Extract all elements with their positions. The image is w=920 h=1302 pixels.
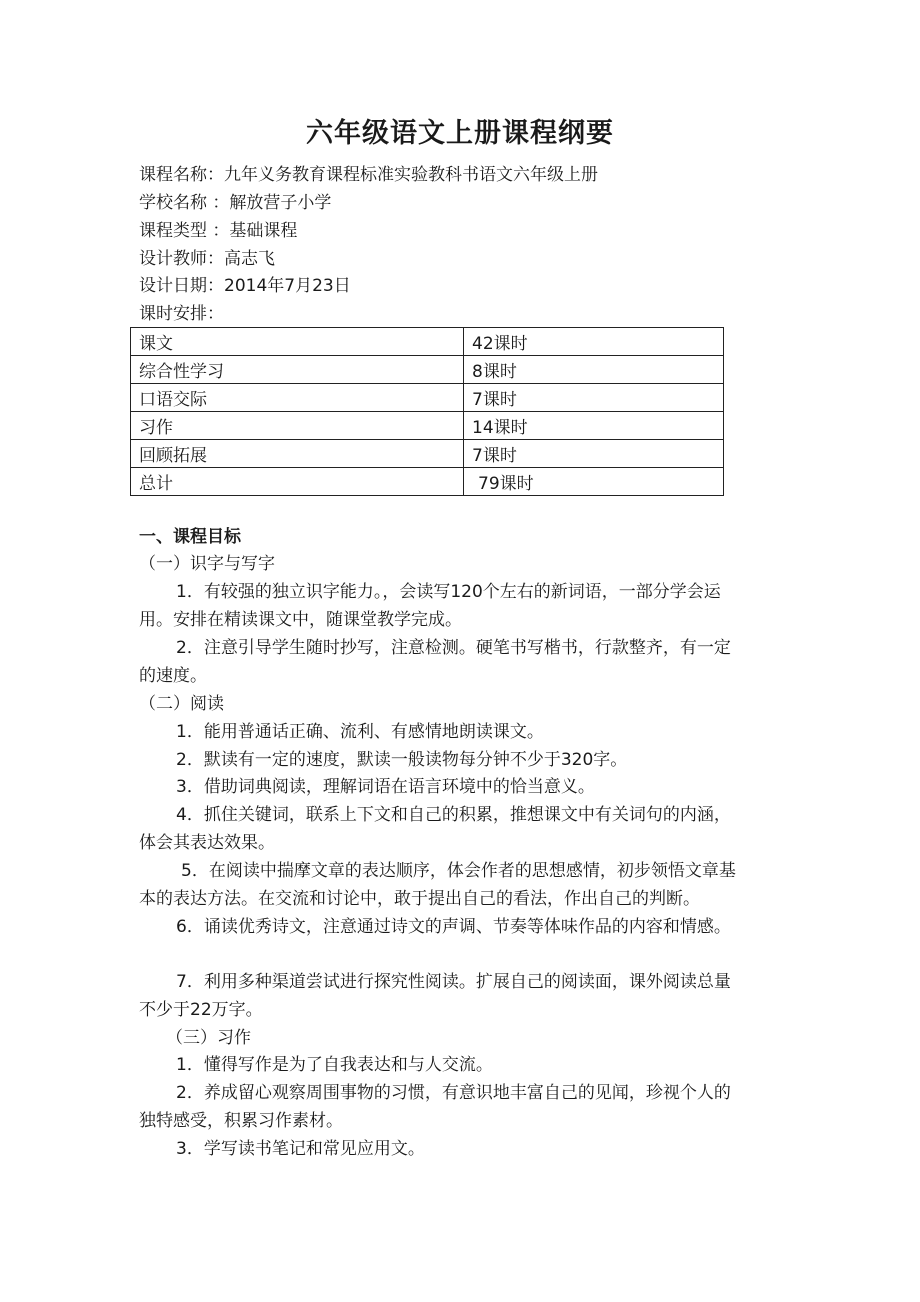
table-cell-hours: 7课时 (464, 384, 724, 412)
design-date-line: 设计日期：2014年7月23日 (139, 276, 351, 296)
reading-item-6: 6．诵读优秀诗文，注意通过诗文的声调、节奏等体味作品的内容和情感。 (176, 917, 731, 937)
reading-item-4: 4．抓住关键词，联系上下文和自己的积累，推想课文中有关词句的内涵， (176, 805, 731, 825)
reading-item-5-cont: 本的表达方法。在交流和讨论中，敢于提出自己的看法，作出自己的判断。 (139, 889, 700, 909)
table-row (131, 468, 724, 496)
writing-item-2-cont: 独特感受，积累习作素材。 (139, 1111, 343, 1131)
table-cell-hours: 8课时 (464, 356, 724, 384)
table-cell-item: 综合性学习 (131, 356, 464, 384)
literacy-item-1: 1．有较强的独立识字能力。，会读写120个左右的新词语，一部分学会运 (176, 582, 721, 602)
school-name-line: 学校名称 ：解放营子小学 (139, 193, 332, 213)
section-heading-goals: 一、课程目标 (139, 527, 241, 547)
schedule-label: 课时安排： (139, 304, 224, 324)
reading-item-7-cont: 不少于22万字。 (139, 1000, 263, 1020)
table-row (131, 412, 724, 440)
table-cell-item: 回顾拓展 (131, 440, 464, 468)
reading-item-5: 5．在阅读中揣摩文章的表达顺序，体会作者的思想感情，初步领悟文章基 (181, 861, 736, 881)
subsection-heading-writing: （三）习作 (166, 1028, 251, 1048)
subsection-heading-literacy: （一）识字与写字 (139, 554, 275, 574)
table-cell-hours: 14课时 (464, 412, 724, 440)
reading-item-1: 1．能用普通话正确、流利、有感情地朗读课文。 (176, 722, 544, 742)
table-row (131, 384, 724, 412)
reading-item-4-cont: 体会其表达效果。 (139, 833, 275, 853)
course-name-line: 课程名称：九年义务教育课程标准实验教科书语文六年级上册 (139, 165, 598, 185)
table-cell-item: 习作 (131, 412, 464, 440)
writing-item-3: 3．学写读书笔记和常见应用文。 (176, 1139, 425, 1159)
page-title: 六年级语文上册课程纲要 (306, 118, 614, 149)
table-cell-item: 口语交际 (131, 384, 464, 412)
designer-line: 设计教师：高志飞 (139, 249, 275, 269)
table-cell-item: 课文 (131, 328, 464, 356)
course-type-line: 课程类型 ：基础课程 (139, 221, 298, 241)
table-cell-hours: 42课时 (464, 328, 724, 356)
literacy-item-2-cont: 的速度。 (139, 666, 207, 686)
table-row (131, 328, 724, 356)
writing-item-2: 2．养成留心观察周围事物的习惯，有意识地丰富自己的见闻，珍视个人的 (176, 1083, 731, 1103)
reading-item-2: 2．默读有一定的速度，默读一般读物每分钟不少于320字。 (176, 750, 628, 770)
reading-item-7: 7．利用多种渠道尝试进行探究性阅读。扩展自己的阅读面，课外阅读总量 (176, 972, 731, 992)
schedule-table (130, 327, 724, 496)
table-cell-hours: 79课时 (464, 468, 724, 496)
table-row (131, 440, 724, 468)
subsection-heading-reading: （二）阅读 (139, 694, 224, 714)
writing-item-1: 1．懂得写作是为了自我表达和与人交流。 (176, 1055, 493, 1075)
literacy-item-1-cont: 用。安排在精读课文中，随课堂教学完成。 (139, 610, 462, 630)
table-row (131, 356, 724, 384)
table-cell-hours: 7课时 (464, 440, 724, 468)
reading-item-3: 3．借助词典阅读，理解词语在语言环境中的恰当意义。 (176, 777, 595, 797)
literacy-item-2: 2．注意引导学生随时抄写，注意检测。硬笔书写楷书，行款整齐，有一定 (176, 638, 731, 658)
table-cell-item: 总计 (131, 468, 464, 496)
